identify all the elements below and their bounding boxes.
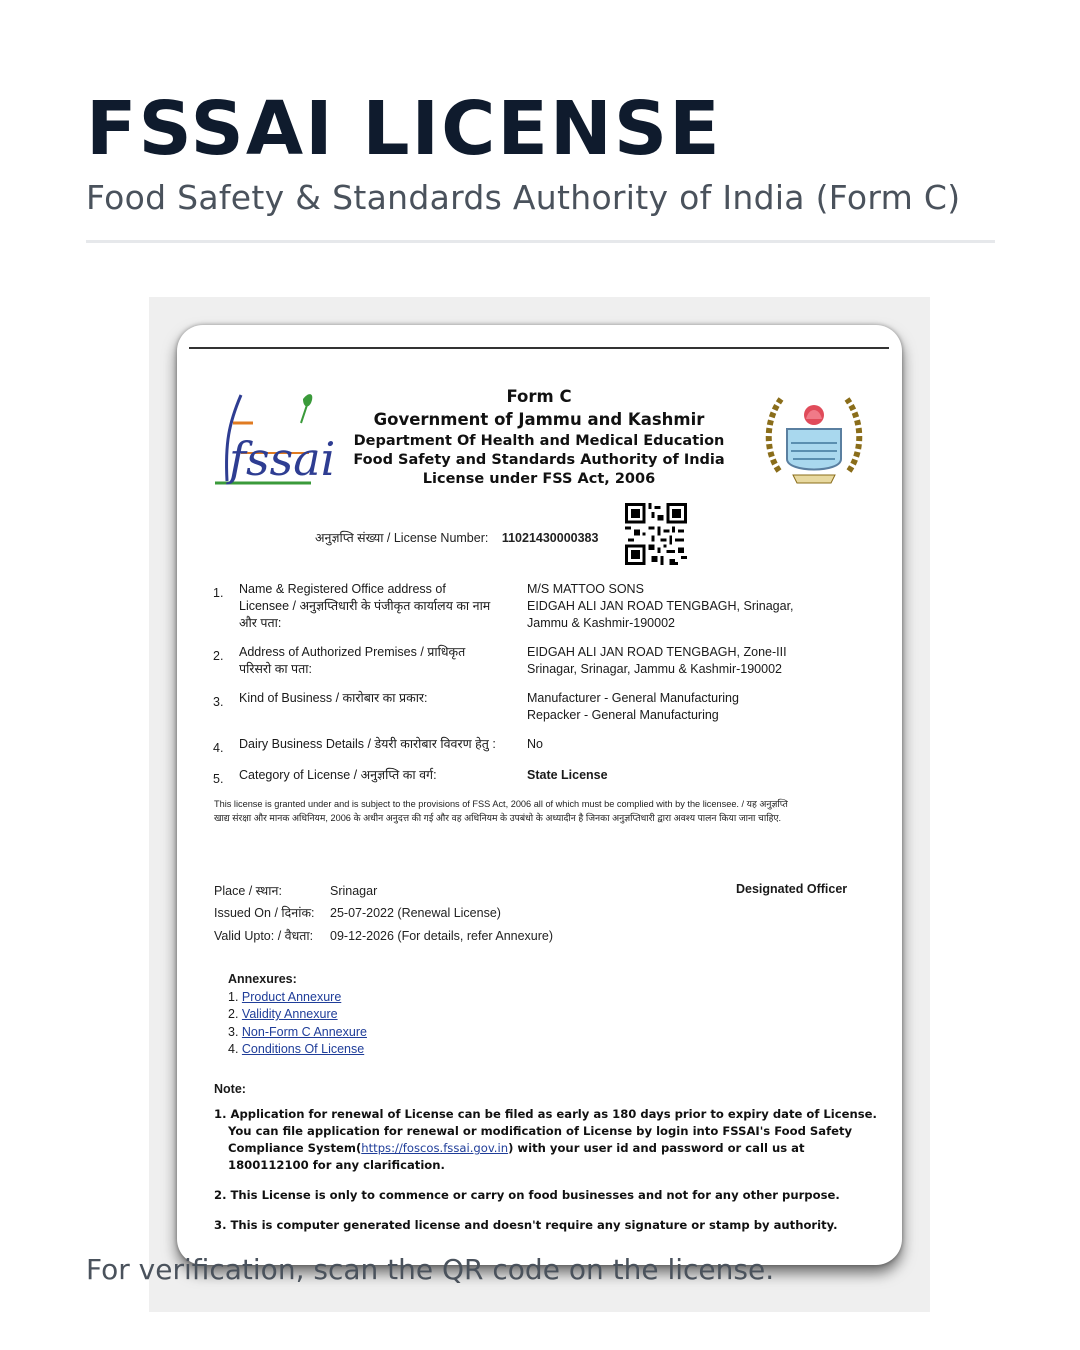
field-number: 3. (213, 695, 224, 709)
valid-row (214, 927, 553, 944)
department-title: Department Of Health and Medical Education (353, 433, 725, 449)
issued-value: 25-07-2022 (Renewal License) (330, 906, 501, 920)
field-value-line: Manufacturer - General Manufacturing (527, 691, 739, 705)
authority-title: Food Safety and Standards Authority of India (353, 452, 725, 468)
field-value-line: M/S MATTOO SONS (527, 582, 644, 596)
field-label-line: और पता: (239, 616, 282, 630)
field-label-line: Licensee / अनुज्ञप्तिधारी के पंजीकृत कार्यालय का नाम (239, 599, 491, 613)
field-number: 2. (213, 649, 224, 663)
license-number-row (315, 529, 598, 546)
valid-value: 09-12-2026 (For details, refer Annexure) (330, 929, 554, 943)
top-rule (189, 347, 889, 349)
fssai-logo-text: fssai (229, 432, 336, 486)
note-text: 1. Application for renewal of License can be filed as early as 180 days prior to expiry date of License. You can file application for renewal or modification of License by login into FSSAI's Food Safety Compliance System( (214, 1107, 877, 1155)
annexure-link-conditions[interactable]: Conditions Of License (241, 1042, 365, 1056)
page-subtitle: Food Safety & Standards Authority of India (Form C) (86, 178, 961, 217)
field-label: Category of License / अनुज्ञप्ति का वर्ग: (239, 768, 437, 782)
field-value-line: Jammu & Kashmir-190002 (527, 616, 675, 630)
field-value: No (527, 737, 543, 751)
field-label-line: Address of Authorized Premises / प्राधिकृत (239, 645, 466, 659)
header-divider (86, 240, 995, 243)
jk-emblem-icon (759, 381, 869, 491)
field-label (239, 644, 509, 678)
qr-code-icon[interactable] (625, 503, 687, 565)
field-label-line: Name & Registered Office address of (239, 582, 446, 596)
foscos-link[interactable]: https://foscos.fssai.gov.in (361, 1141, 509, 1155)
field-value-line: EIDGAH ALI JAN ROAD TENGBAGH, Zone-III (527, 645, 787, 659)
note-title: Note: (214, 1082, 246, 1096)
field-label: Kind of Business / कारोबार का प्रकार: (239, 691, 428, 705)
issued-row (214, 904, 501, 921)
field-value (527, 690, 847, 724)
field-number: 5. (213, 772, 224, 786)
annexure-item: 3. Non-Form C Annexure (228, 1024, 367, 1039)
designated-officer: Designated Officer (736, 882, 848, 896)
annexure-link-product[interactable]: Product Annexure (241, 989, 342, 1004)
field-value-line: Repacker - General Manufacturing (527, 708, 719, 722)
annexure-item: 2. Validity Annexure (228, 1007, 338, 1021)
annexure-link-validity[interactable]: Validity Annexure (241, 1007, 338, 1021)
field-value (527, 644, 847, 678)
field-dairy (213, 736, 873, 756)
valid-label: Valid Upto: / वैधता: (214, 929, 314, 943)
field-value-line: EIDGAH ALI JAN ROAD TENGBAGH, Srinagar, (527, 599, 794, 613)
issued-label: Issued On / दिनांक: (214, 906, 315, 920)
note-item-3: 3. This is computer generated license and doesn't require any signature or stamp by authority. (214, 1218, 838, 1232)
field-number: 4. (213, 741, 224, 755)
note-item-1 (214, 1106, 882, 1174)
field-number: 1. (213, 586, 224, 600)
form-title: Form C (506, 387, 572, 406)
field-value: State License (527, 768, 608, 782)
verification-caption: For verification, scan the QR code on the license. (86, 1253, 775, 1286)
place-row (214, 882, 377, 899)
field-value-line: Srinagar, Srinagar, Jammu & Kashmir-190002 (527, 662, 782, 676)
field-premises (213, 644, 873, 684)
field-label: Dairy Business Details / डेयरी कारोबार विवरण हेतु : (239, 737, 496, 751)
note-text: ) with your user id and password or call us at 1800112100 for any clarification. (228, 1141, 805, 1172)
license-document (177, 325, 902, 1265)
field-label (239, 581, 509, 632)
annexure-item: 1. Product Annexure (228, 989, 342, 1004)
place-value: Srinagar (330, 884, 378, 898)
license-number: 11021430000383 (501, 531, 599, 545)
field-category (213, 767, 873, 787)
fssai-logo-icon (211, 383, 336, 493)
field-business-kind (213, 690, 873, 730)
annexure-link-non-form-c[interactable]: Non-Form C Annexure (241, 1024, 367, 1039)
annexures-title: Annexures: (228, 972, 297, 986)
disclaimer: This license is granted under and is subject to the provisions of FSS Act, 2006 all of which must be complied with by the licensee. / यह अनुज्ञप्ति खाद्य संरक्षा और मानक अधिनियम, 2006 के अधीन अनुदत्त की गई और वह अधिनियम के उपबंधो के अध्यादीन है जिनका अनुज्ञप्तिधारी द्वारा अवश्य पालन किया जाना चाहिए. (214, 799, 788, 823)
annexures-list (228, 971, 367, 1059)
field-name-address (213, 581, 873, 637)
license-heading (327, 387, 751, 490)
field-label-line: परिसरो का पता: (239, 662, 312, 676)
act-title: License under FSS Act, 2006 (422, 471, 656, 487)
field-value (527, 581, 847, 632)
annexure-item: 4. Conditions Of License (228, 1042, 365, 1056)
note-item-2: 2. This License is only to commence or carry on food businesses and not for any other purpose. (214, 1188, 840, 1202)
license-number-label: अनुज्ञप्ति संख्या / License Number: (315, 531, 489, 545)
page-title: FSSAI LICENSE (86, 86, 722, 172)
place-label: Place / स्थान: (214, 884, 282, 898)
government-title: Government of Jammu and Kashmir (373, 410, 705, 429)
